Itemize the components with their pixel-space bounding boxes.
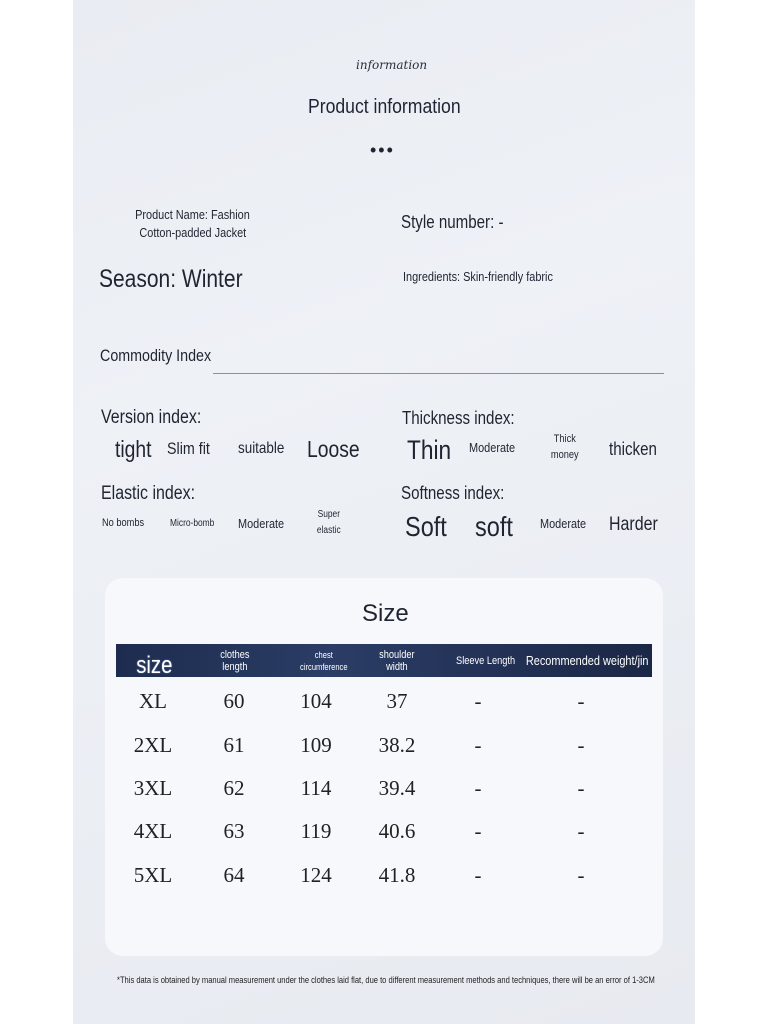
table-cell: -	[474, 819, 482, 843]
table-cell: 64	[223, 863, 245, 887]
thickness-option-thicken: thicken	[609, 439, 657, 459]
thickness-option-thick-line2: money	[550, 449, 579, 461]
table-cell: 4XL	[133, 819, 173, 843]
header-weight-label: Recommended weight/jin	[525, 652, 649, 668]
elastic-option-moderate: Moderate	[238, 516, 285, 531]
table-cell: 39.4	[378, 776, 416, 800]
header-chest-line2: circumference	[300, 661, 348, 672]
header-size-label: size	[135, 651, 173, 677]
header-shoulder-line2: width	[386, 660, 408, 673]
style-number: Style number: -	[401, 212, 504, 232]
softness-option-soft-2: soft	[475, 511, 513, 542]
softness-option-soft-1: Soft	[405, 511, 447, 542]
size-table-header	[116, 644, 652, 677]
table-cell: 114	[300, 776, 332, 800]
thickness-option-moderate: Moderate	[469, 440, 516, 455]
version-option-slim-fit: Slim fit	[167, 439, 210, 458]
table-cell: 61	[223, 733, 245, 757]
table-cell: 124	[300, 863, 332, 887]
table-cell: 109	[300, 733, 332, 757]
table-cell: 38.2	[378, 733, 416, 757]
section-kicker: information	[356, 58, 428, 72]
title-dots: •••	[370, 140, 395, 160]
header-chest-line1: chest	[314, 649, 333, 660]
header-chest	[286, 644, 362, 677]
ingredients: Ingredients: Skin-friendly fabric	[403, 269, 553, 284]
commodity-index-heading: Commodity Index	[100, 346, 212, 365]
table-cell: -	[577, 689, 585, 713]
elastic-option-super-line2: elastic	[316, 525, 341, 536]
elastic-index-label: Elastic index:	[101, 483, 196, 504]
commodity-divider	[213, 373, 664, 374]
table-cell: 40.6	[378, 819, 416, 843]
header-clothes-length	[208, 644, 262, 677]
table-cell: -	[474, 776, 482, 800]
header-shoulder	[370, 644, 424, 677]
table-cell: 63	[223, 819, 245, 843]
product-name-line1: Product Name: Fashion	[135, 207, 250, 222]
table-cell: 2XL	[133, 733, 173, 757]
product-name-line2: Cotton-padded Jacket	[139, 225, 247, 240]
table-cell: 5XL	[133, 863, 173, 887]
thickness-index-label: Thickness index:	[402, 408, 515, 428]
table-cell: -	[577, 733, 585, 757]
thickness-option-thick-line1: Thick	[553, 433, 576, 445]
softness-option-moderate: Moderate	[540, 516, 587, 531]
measurement-footnote: *This data is obtained by manual measurement under the clothes laid flat, due to different measurement methods and techniques, there will be an error of 1-3CM	[117, 975, 655, 985]
table-cell: -	[577, 819, 585, 843]
table-cell: 37	[386, 689, 408, 713]
header-clothes-length-line2: length	[222, 660, 248, 673]
thickness-option-thin: Thin	[407, 435, 452, 465]
size-chart-title: Size	[362, 600, 409, 627]
version-option-tight: tight	[115, 436, 152, 462]
header-sleeve-length-label: Sleeve Length	[456, 654, 516, 667]
page-title: Product information	[308, 96, 461, 118]
version-option-suitable: suitable	[238, 440, 285, 457]
table-cell: -	[474, 863, 482, 887]
header-clothes-length-line1: clothes	[220, 648, 250, 661]
table-cell: 60	[223, 689, 245, 713]
season: Season: Winter	[99, 265, 243, 293]
table-cell: 104	[300, 689, 332, 713]
header-shoulder-line1: shoulder	[379, 648, 415, 661]
table-cell: 41.8	[378, 863, 416, 887]
elastic-option-no-bombs: No bombs	[102, 517, 145, 529]
header-sleeve-length	[452, 644, 519, 677]
header-size	[124, 644, 184, 677]
version-index-label: Version index:	[101, 407, 202, 428]
softness-index-label: Softness index:	[401, 483, 505, 503]
table-cell: -	[474, 733, 482, 757]
size-chart-card	[105, 578, 663, 956]
table-cell: -	[577, 776, 585, 800]
table-cell: 62	[223, 776, 245, 800]
table-cell: -	[474, 689, 482, 713]
version-option-loose: Loose	[307, 436, 360, 462]
table-cell: XL	[139, 689, 167, 713]
softness-option-harder: Harder	[609, 514, 658, 535]
table-cell: -	[577, 863, 585, 887]
elastic-option-super-line1: Super	[317, 509, 341, 520]
header-recommended-weight	[520, 644, 652, 677]
table-cell: 3XL	[133, 776, 173, 800]
elastic-option-micro-bomb: Micro-bomb	[170, 518, 215, 529]
table-cell: 119	[300, 819, 332, 843]
